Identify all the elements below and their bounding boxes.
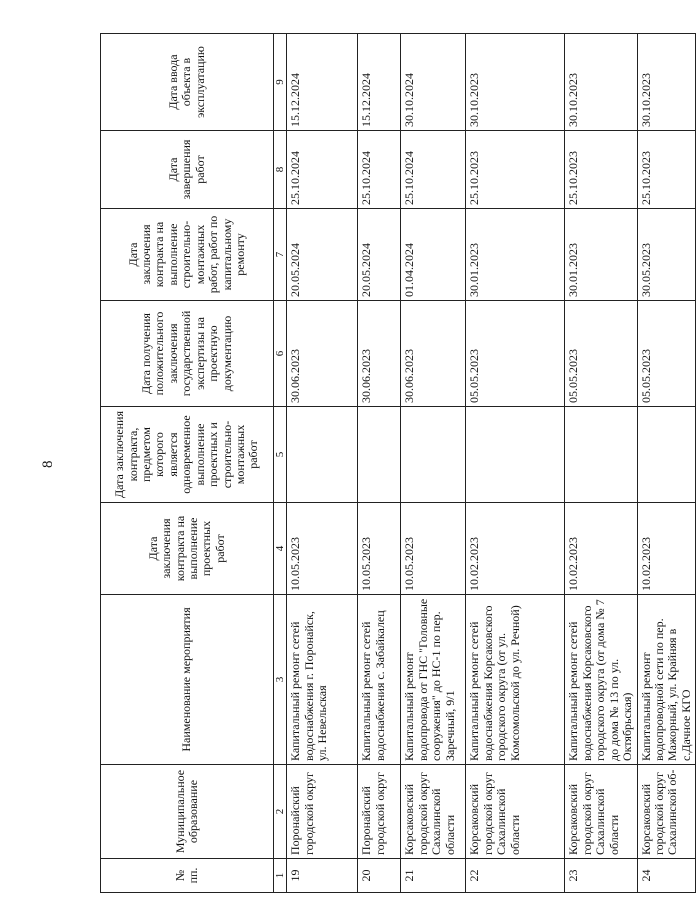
table-cell: 20.05.2024 xyxy=(358,209,401,301)
table-cell: 30.06.2023 xyxy=(401,301,466,407)
column-number-3: 3 xyxy=(274,595,287,765)
table-row xyxy=(358,34,401,893)
table-cell: 20 xyxy=(358,859,401,893)
table-cell: Поронайский городской округ xyxy=(287,765,358,859)
table-cell: 15.12.2024 xyxy=(358,34,401,131)
table-cell: Капитальный ремонт водопровода от ГНС "Головные сооружения" до НС-1 по пер. Заречный, 9/1 xyxy=(401,595,466,765)
table-cell: 10.05.2023 xyxy=(358,503,401,595)
table-cell: 19 xyxy=(287,859,358,893)
table-cell: Корсаковский городской округ Сахалинской области xyxy=(401,765,466,859)
column-header-6: Дата получения положительного заключения государственной экспертизы на проектную документацию xyxy=(101,301,274,407)
table-cell: 30.01.2023 xyxy=(466,209,565,301)
table-cell: 05.05.2023 xyxy=(466,301,565,407)
table-cell: 10.02.2023 xyxy=(637,503,696,595)
column-number-5: 5 xyxy=(274,407,287,503)
table-cell: 10.05.2023 xyxy=(401,503,466,595)
rotated-table-container xyxy=(100,34,693,893)
column-header-2: Муниципальное образование xyxy=(101,765,274,859)
table-row xyxy=(466,34,565,893)
column-header-8: Дата завершения работ xyxy=(101,131,274,209)
table-cell: 22 xyxy=(466,859,565,893)
table-cell: 30.06.2023 xyxy=(358,301,401,407)
table-row xyxy=(565,34,637,893)
column-number-6: 6 xyxy=(274,301,287,407)
table-cell: 30.01.2023 xyxy=(565,209,637,301)
table-cell: Капитальный ремонт сетей водоснабжения г. Поронайск, ул. Невельская xyxy=(287,595,358,765)
table-cell: Капитальный ремонт сетей водоснабжения с. Забайкалец xyxy=(358,595,401,765)
table-cell: Поронайский городской округ xyxy=(358,765,401,859)
table-cell: 30.10.2023 xyxy=(637,34,696,131)
table-cell: 25.10.2024 xyxy=(401,131,466,209)
table-cell: Корсаковский городской округ Сахалинской области xyxy=(466,765,565,859)
column-header-7: Дата заключения контракта на выполнение строительно-монтажных работ, работ по капитальному ремонту xyxy=(101,209,274,301)
column-header-3: Наименование мероприятия xyxy=(101,595,274,765)
table-cell: 30.10.2023 xyxy=(565,34,637,131)
column-header-9: Дата ввода объекта в эксплуатацию xyxy=(101,34,274,131)
table-cell: 20.05.2024 xyxy=(287,209,358,301)
column-header-5: Дата заключения контракта, предметом которого является одновременное выполнение проектных и строительно-монтажных работ xyxy=(101,407,274,503)
table-cell: 10.02.2023 xyxy=(466,503,565,595)
column-number-1: 1 xyxy=(274,859,287,893)
table-row xyxy=(401,34,466,893)
table-cell: Корсаковский городской округ Сахалинской области xyxy=(565,765,637,859)
table-cell xyxy=(287,407,358,503)
table-cell: Корсаковский городской округ Сахалинской об- xyxy=(637,765,696,859)
table-cell: 24 xyxy=(637,859,696,893)
column-header-1: № пп. xyxy=(101,859,274,893)
table-cell: 01.04.2024 xyxy=(401,209,466,301)
table-cell: 25.10.2023 xyxy=(565,131,637,209)
table-cell: 30.05.2023 xyxy=(637,209,696,301)
column-number-2: 2 xyxy=(274,765,287,859)
column-index-row xyxy=(274,34,287,893)
column-number-8: 8 xyxy=(274,131,287,209)
table-cell: 05.05.2023 xyxy=(637,301,696,407)
table-cell: Капитальный ремонт водопроводной сети по пер. Мажорный, ул. Крайняя в с.Дачное КГО xyxy=(637,595,696,765)
column-header-4: Дата заключения контракта на выполнение проектных работ xyxy=(101,503,274,595)
events-schedule-table xyxy=(100,33,696,893)
table-cell: 30.06.2023 xyxy=(287,301,358,407)
column-number-7: 7 xyxy=(274,209,287,301)
table-cell: 15.12.2024 xyxy=(287,34,358,131)
table-cell: 21 xyxy=(401,859,466,893)
table-row xyxy=(287,34,358,893)
table-cell xyxy=(637,407,696,503)
column-number-9: 9 xyxy=(274,34,287,131)
table-cell: Капитальный ремонт сетей водоснабжения Корсаковского городского округа (от дома № 7 до дома № 13 по ул. Октябрьская) xyxy=(565,595,637,765)
table-cell: 25.10.2023 xyxy=(466,131,565,209)
table-cell: Капитальный ремонт сетей водоснабжения Корсаковского городского округа (от ул. Комсомольской до ул. Речной) xyxy=(466,595,565,765)
table-cell: 30.10.2024 xyxy=(401,34,466,131)
page-number: 8 xyxy=(40,460,56,468)
table-cell xyxy=(466,407,565,503)
column-number-4: 4 xyxy=(274,503,287,595)
table-cell xyxy=(401,407,466,503)
table-row xyxy=(637,34,696,893)
table-cell xyxy=(565,407,637,503)
table-cell xyxy=(358,407,401,503)
table-cell: 30.10.2023 xyxy=(466,34,565,131)
table-cell: 25.10.2023 xyxy=(637,131,696,209)
header-row xyxy=(101,34,274,893)
table-cell: 10.05.2023 xyxy=(287,503,358,595)
table-cell: 23 xyxy=(565,859,637,893)
table-cell: 25.10.2024 xyxy=(358,131,401,209)
table-cell: 10.02.2023 xyxy=(565,503,637,595)
table-cell: 05.05.2023 xyxy=(565,301,637,407)
table-cell: 25.10.2024 xyxy=(287,131,358,209)
